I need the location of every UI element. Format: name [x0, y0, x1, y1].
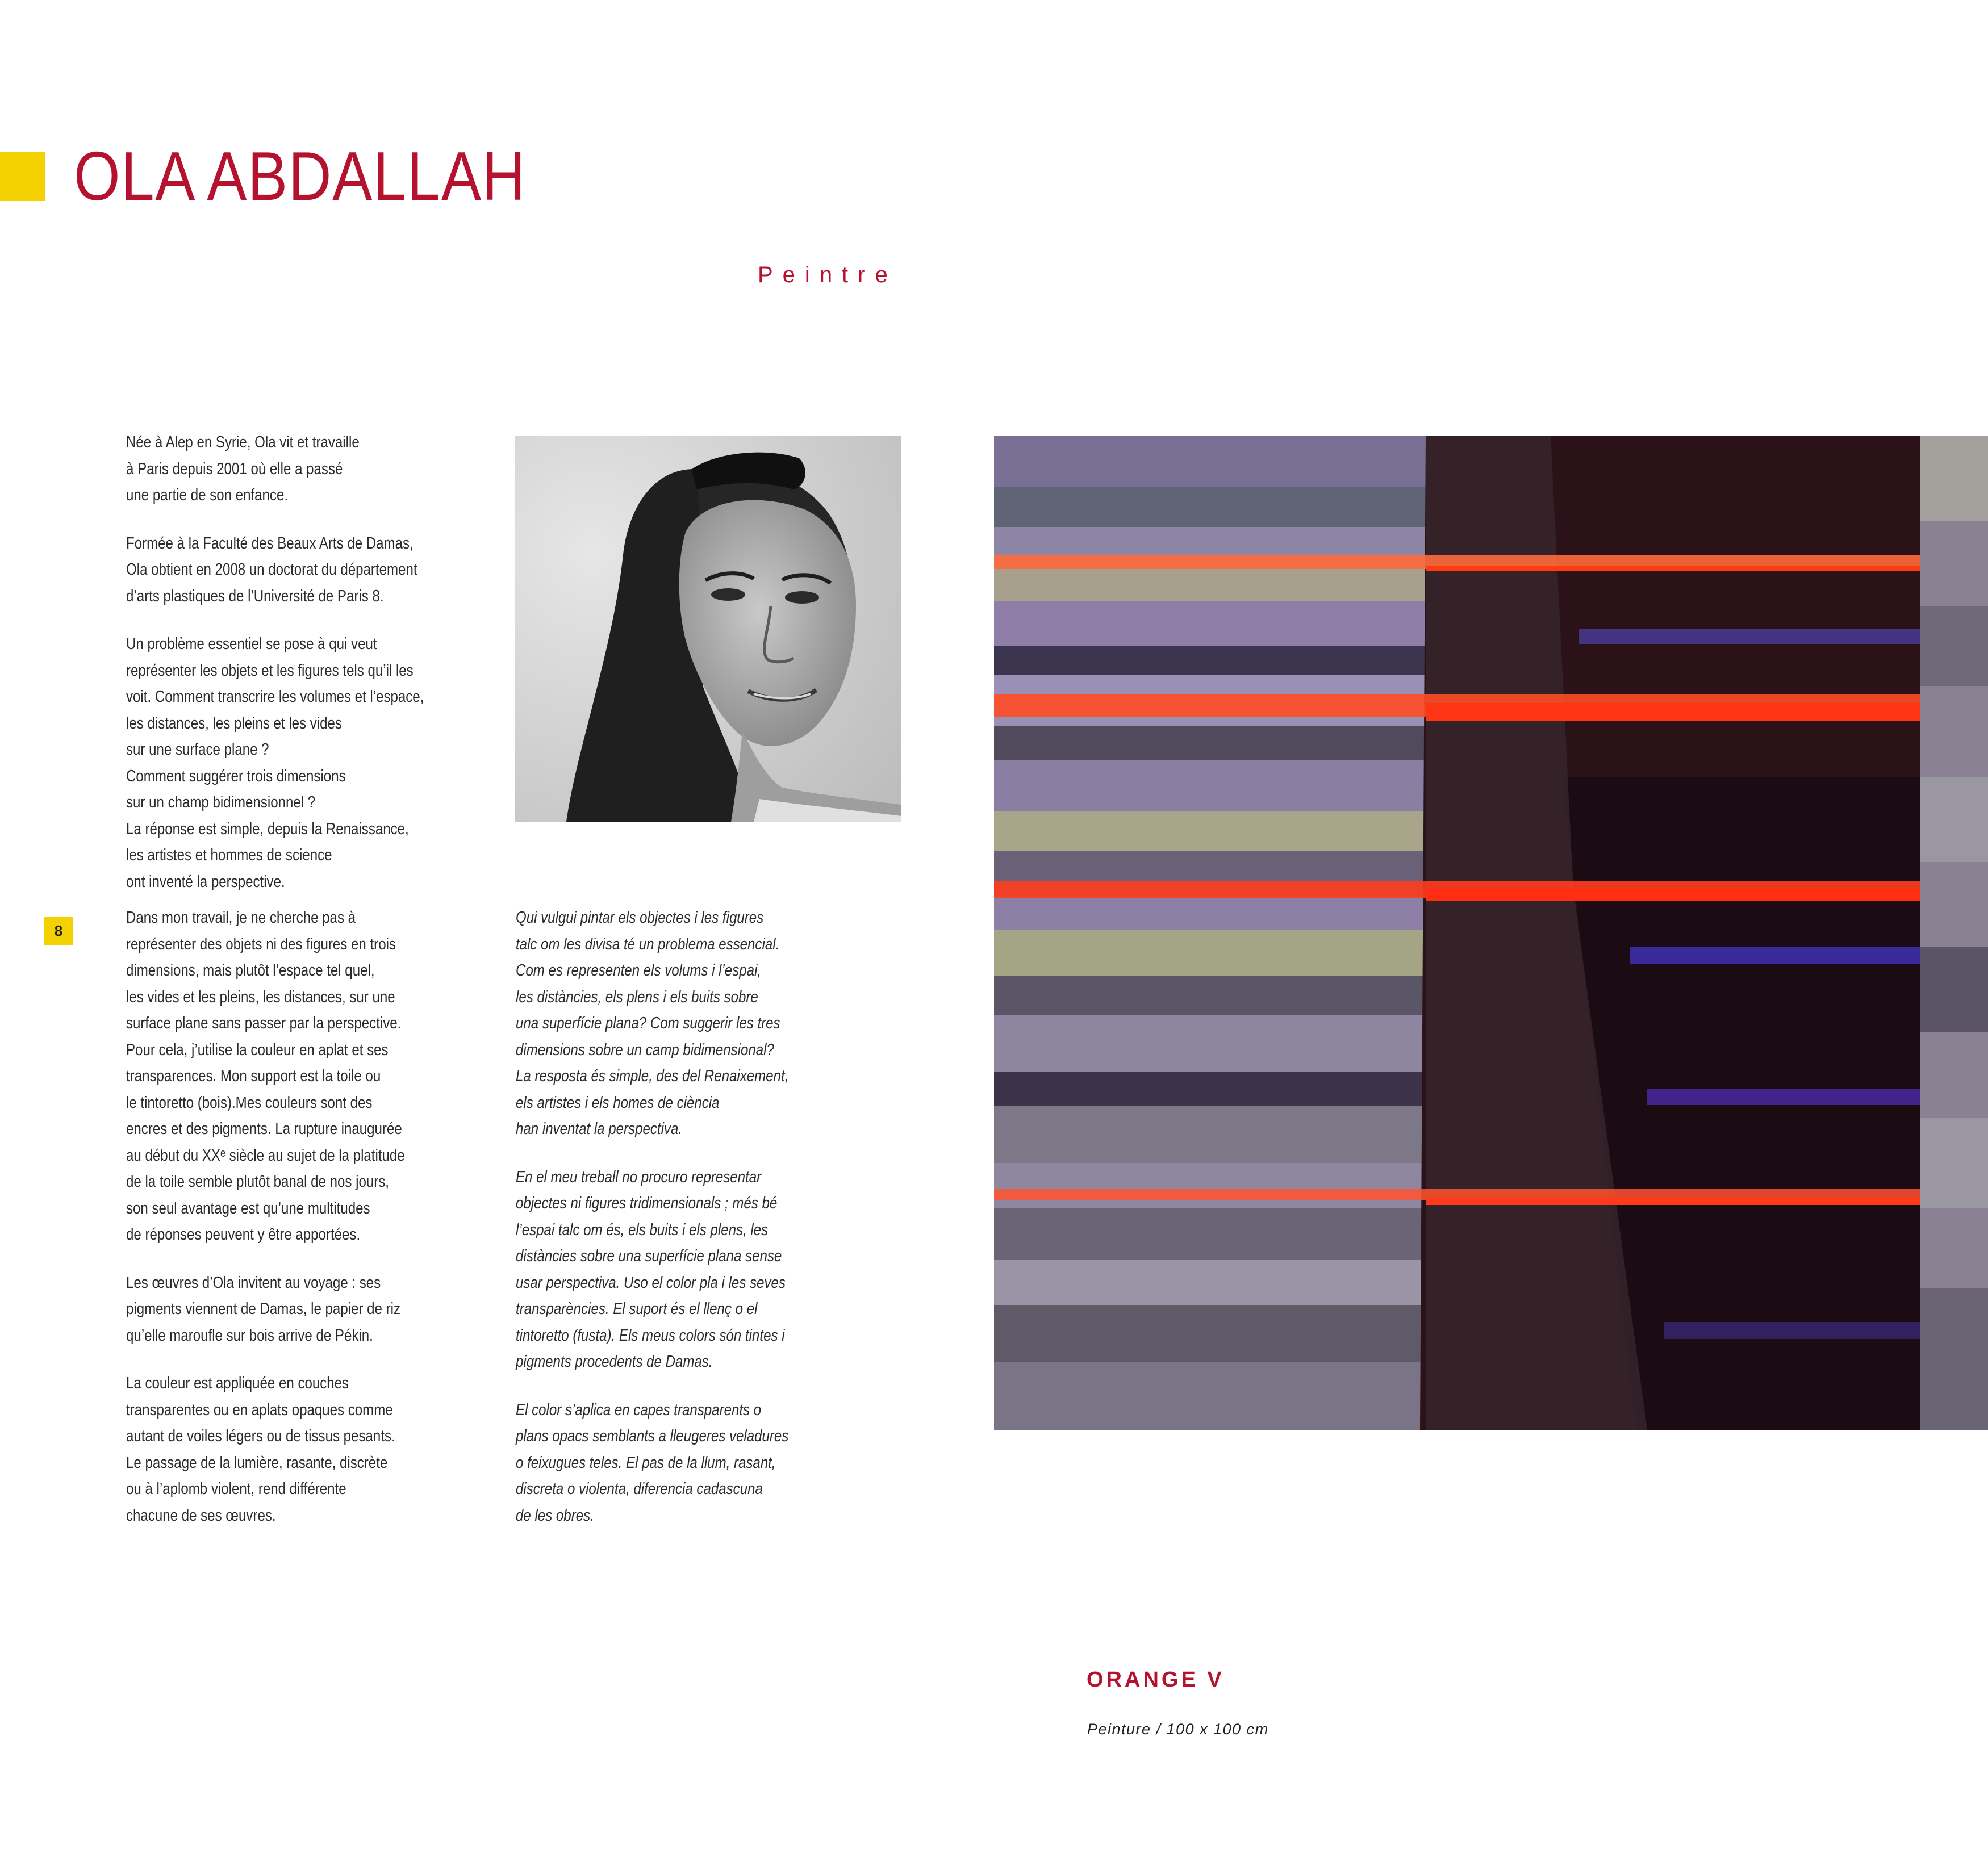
text-line: El color s’aplica en capes transparents o: [516, 1400, 762, 1419]
text-line: ont inventé la perspective.: [126, 872, 285, 891]
text-line: Pour cela, j’utilise la couleur en aplat et ses: [126, 1040, 389, 1059]
text-line: les artistes et hommes de science: [126, 846, 332, 864]
french-paragraph: [126, 631, 490, 895]
text-line: La couleur est appliquée en couches: [126, 1374, 349, 1392]
text-line: una superfície plana? Com suggerir les tres: [516, 1014, 780, 1032]
text-line: Dans mon travail, je ne cherche pas à: [126, 909, 356, 927]
catalan-paragraph: [516, 1164, 868, 1375]
text-line: dimensions sobre un camp bidimensional?: [516, 1040, 774, 1059]
text-line: Formée à la Faculté des Beaux Arts de Damas,: [126, 534, 414, 553]
text-line: au début du XXᵉ siècle au sujet de la platitude: [126, 1146, 405, 1165]
text-line: chacune de ses œuvres.: [126, 1506, 276, 1525]
french-paragraph: [126, 1370, 490, 1529]
french-paragraph: [126, 905, 490, 1248]
text-line: plans opacs semblants a lleugeres veladures: [516, 1427, 789, 1445]
text-line: han inventat la perspectiva.: [516, 1120, 683, 1138]
text-line: o feixugues teles. El pas de la llum, rasant,: [516, 1453, 776, 1472]
text-line: une partie de son enfance.: [126, 486, 289, 504]
painting-orange-v: [994, 436, 1988, 1430]
artwork-details: Peinture / 100 x 100 cm: [1087, 1721, 1269, 1738]
text-line: Un problème essentiel se pose à qui veut: [126, 635, 377, 653]
text-line: de la toile semble plutôt banal de nos jours,: [126, 1173, 389, 1191]
text-line: autant de voiles légers ou de tissus pesants.: [126, 1427, 395, 1445]
text-line: Qui vulgui pintar els objectes i les figures: [516, 909, 764, 927]
text-line: discreta o violenta, diferencia cadascuna: [516, 1480, 763, 1498]
text-line: son seul avantage est qu’une multitudes: [126, 1199, 370, 1217]
text-line: à Paris depuis 2001 où elle a passé: [126, 459, 343, 478]
text-line: els artistes i els homes de ciència: [516, 1093, 720, 1112]
text-line: Le passage de la lumière, rasante, discrète: [126, 1453, 388, 1472]
text-line: transparences. Mon support est la toile ou: [126, 1067, 381, 1085]
accent-square: [0, 152, 45, 201]
text-line: tintoretto (fusta). Els meus colors són tintes i: [516, 1326, 785, 1345]
text-line: distàncies sobre una superfície plana sense: [516, 1247, 782, 1265]
artist-role: Peintre: [758, 262, 897, 287]
text-line: Née à Alep en Syrie, Ola vit et travaille: [126, 433, 360, 451]
text-line: les distances, les pleins et les vides: [126, 714, 342, 733]
french-text-lower: [126, 905, 490, 1550]
text-line: Com es representen els volums i l’espai,: [516, 961, 762, 980]
text-line: ou à l’aplomb violent, rend différente: [126, 1480, 346, 1498]
text-line: surface plane sans passer par la perspective.: [126, 1014, 402, 1032]
text-line: les distàncies, els plens i els buits sobre: [516, 988, 758, 1006]
text-line: de les obres.: [516, 1506, 594, 1525]
text-line: objectes ni figures tridimensionals ; més bé: [516, 1194, 778, 1212]
text-line: En el meu treball no procuro representar: [516, 1168, 762, 1186]
text-line: Comment suggérer trois dimensions: [126, 767, 346, 785]
french-text-upper: [126, 429, 490, 917]
text-line: transparències. El suport és el llenç o el: [516, 1300, 758, 1318]
text-line: talc om les divisa té un problema essencial.: [516, 935, 780, 953]
french-paragraph: [126, 429, 490, 509]
text-line: voit. Comment transcrire les volumes et l’espace,: [126, 688, 424, 706]
catalan-paragraph: [516, 905, 868, 1143]
text-line: usar perspectiva. Uso el color pla i les seves: [516, 1273, 786, 1292]
page-number-badge: 8: [44, 917, 73, 945]
text-line: Les œuvres d’Ola invitent au voyage : ses: [126, 1273, 381, 1292]
catalan-paragraph: [516, 1397, 868, 1529]
catalan-text: [516, 905, 868, 1550]
text-line: représenter les objets et les figures tels qu’il les: [126, 661, 414, 680]
text-line: représenter des objets ni des figures en trois: [126, 935, 396, 953]
text-line: de réponses peuvent y être apportées.: [126, 1225, 361, 1244]
text-line: d’arts plastiques de l’Université de Paris 8.: [126, 587, 384, 605]
artwork-title: ORANGE V: [1087, 1668, 1225, 1692]
text-line: La resposta és simple, des del Renaixement,: [516, 1067, 789, 1085]
text-line: sur un champ bidimensionnel ?: [126, 793, 316, 811]
text-line: dimensions, mais plutôt l’espace tel quel,: [126, 961, 375, 980]
artist-portrait-photo: [515, 436, 901, 822]
text-line: l’espai talc om és, els buits i els plens, les: [516, 1220, 769, 1239]
french-paragraph: [126, 530, 490, 610]
text-line: le tintoretto (bois).Mes couleurs sont des: [126, 1093, 373, 1112]
text-line: La réponse est simple, depuis la Renaissance,: [126, 819, 409, 838]
text-line: les vides et les pleins, les distances, sur une: [126, 988, 395, 1006]
text-line: pigments viennent de Damas, le papier de riz: [126, 1300, 401, 1318]
text-line: sur une surface plane ?: [126, 740, 269, 759]
text-line: Ola obtient en 2008 un doctorat du département: [126, 560, 417, 579]
text-line: pigments procedents de Damas.: [516, 1353, 713, 1371]
french-paragraph: [126, 1270, 490, 1349]
text-line: transparentes ou en aplats opaques comme: [126, 1400, 393, 1419]
text-line: qu’elle maroufle sur bois arrive de Pékin.: [126, 1326, 373, 1345]
artist-name: OLA ABDALLAH: [74, 137, 527, 215]
text-line: encres et des pigments. La rupture inaugurée: [126, 1120, 402, 1138]
